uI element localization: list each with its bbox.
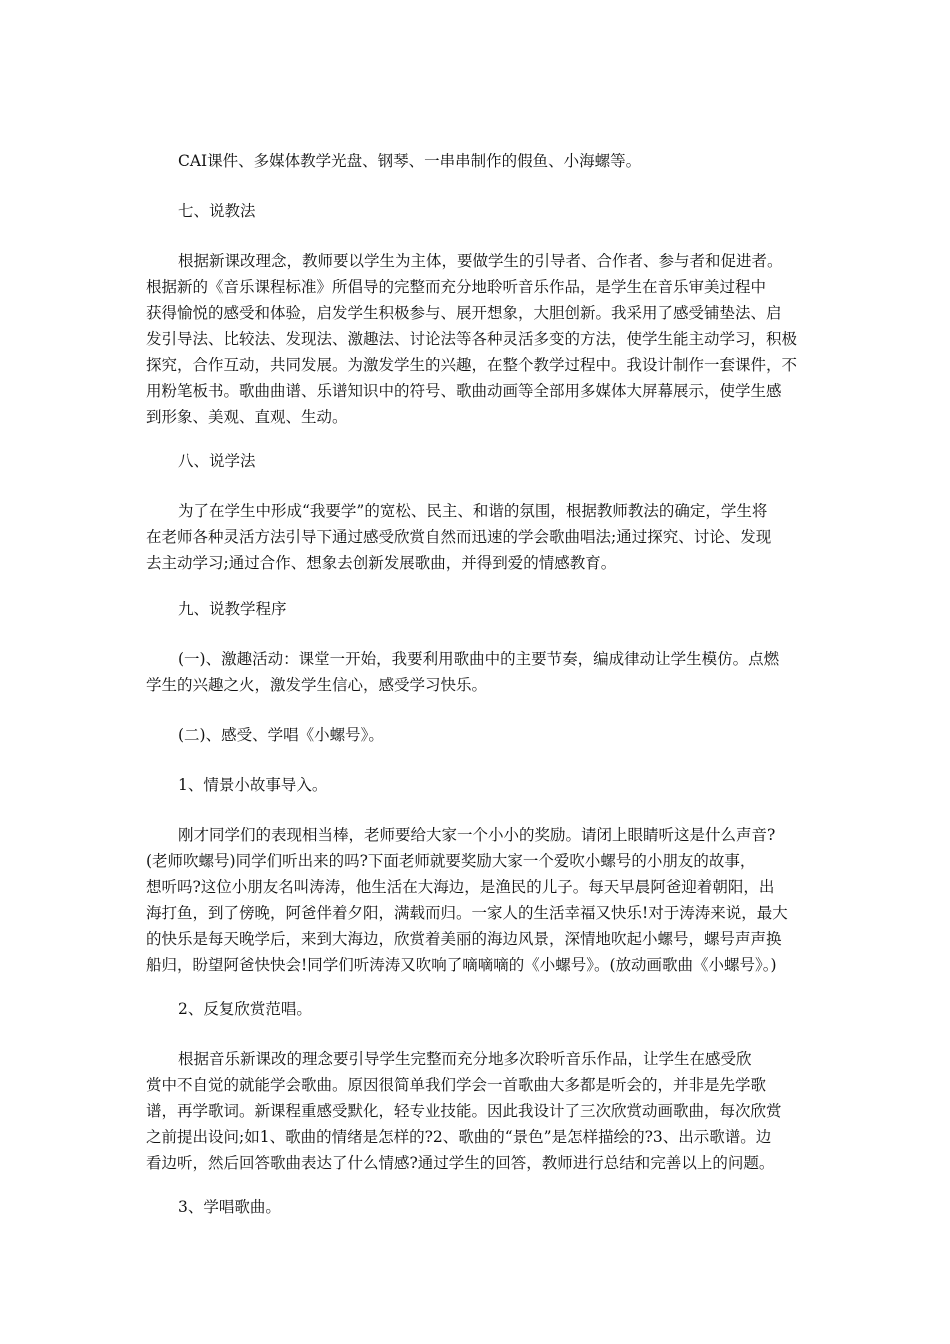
section-body-learning-method	[146, 498, 816, 576]
text-line: 看边听，然后回答歌曲表达了什么情感?通过学生的回答，教师进行总结和完善以上的问题。	[146, 1154, 775, 1172]
text-line: 船归，盼望阿爸快快会!同学们听涛涛又吹响了嘀嘀嘀的《小螺号》。(放动画歌曲《小螺号》。)	[146, 956, 777, 974]
text-line: 谱，再学歌词。新课程重感受默化，轻专业技能。因此我设计了三次欣赏动画歌曲，每次欣赏	[146, 1102, 782, 1120]
text-line: (一)、激趣活动：课堂一开始，我要利用歌曲中的主要节奏，编成律动让学生模仿。点燃	[178, 650, 780, 668]
text-line: 发引导法、比较法、发现法、激趣法、讨论法等各种灵活多变的方法，使学生能主动学习，积极	[146, 330, 798, 348]
text-line: 赏中不自觉的就能学会歌曲。原因很简单我们学会一首歌曲大多都是听会的，并非是先学歌	[146, 1076, 767, 1094]
text-line: 用粉笔板书。歌曲曲谱、乐谱知识中的符号、歌曲动画等全部用多媒体大屏幕展示，使学生感	[146, 382, 782, 400]
text-line: 获得愉悦的感受和体验，启发学生积极参与、展开想象，大胆创新。我采用了感受铺垫法、启	[146, 304, 782, 322]
text-line: 学生的兴趣之火，激发学生信心，感受学习快乐。	[146, 676, 488, 694]
section-body-teaching-method	[146, 248, 816, 430]
sub-body-story-intro	[146, 822, 816, 978]
text-line: 的快乐是每天晚学后，来到大海边，欣赏着美丽的海边风景，深情地吹起小螺号，螺号声声换	[146, 930, 782, 948]
step-two-heading: (二)、感受、学唱《小螺号》。	[178, 726, 384, 744]
text-line: 到形象、美观、直观、生动。	[146, 408, 348, 426]
text-line: 在老师各种灵活方法引导下通过感受欣赏自然而迅速的学会歌曲唱法;通过探究、讨论、发现	[146, 528, 772, 546]
text-line: 根据音乐新课改的理念要引导学生完整而充分地多次聆听音乐作品，让学生在感受欣	[178, 1050, 752, 1068]
text-line: 刚才同学们的表现相当棒，老师要给大家一个小小的奖励。请闭上眼睛听这是什么声音?	[178, 826, 776, 844]
text-line: 之前提出设问;如1、歌曲的情绪是怎样的?2、歌曲的“景色”是怎样描绘的?3、出示歌谱。边	[146, 1128, 772, 1146]
materials-line: CAI课件、多媒体教学光盘、钢琴、一串串制作的假鱼、小海螺等。	[178, 152, 642, 170]
text-line: 海打鱼，到了傍晚，阿爸伴着夕阳，满载而归。一家人的生活幸福又快乐!对于涛涛来说，最大	[146, 904, 788, 922]
text-line: 想听吗?这位小朋友名叫涛涛，他生活在大海边，是渔民的儿子。每天早晨阿爸迎着朝阳，出	[146, 878, 775, 896]
step-one-body	[146, 646, 816, 698]
sub-heading-learn-singing: 3、学唱歌曲。	[178, 1198, 281, 1216]
text-line: (老师吹螺号)同学们听出来的吗?下面老师就要奖励大家一个爱吹小螺号的小朋友的故事，	[146, 852, 756, 870]
text-line: 根据新课改理念，教师要以学生为主体，要做学生的引导者、合作者、参与者和促进者。	[178, 252, 783, 270]
text-line: 探究，合作互动，共同发展。为激发学生的兴趣，在整个教学过程中。我设计制作一套课件，不	[146, 356, 798, 374]
sub-body-repeated-listening	[146, 1046, 816, 1176]
section-heading-teaching-procedure: 九、说教学程序	[178, 600, 287, 618]
text-line: 根据新的《音乐课程标准》所倡导的完整而充分地聆听音乐作品，是学生在音乐审美过程中	[146, 278, 767, 296]
sub-heading-story-intro: 1、情景小故事导入。	[178, 776, 328, 794]
section-heading-learning-method: 八、说学法	[178, 452, 256, 470]
sub-heading-repeated-listening: 2、反复欣赏范唱。	[178, 1000, 312, 1018]
section-heading-teaching-method: 七、说教法	[178, 202, 256, 220]
text-line: 为了在学生中形成“我要学”的宽松、民主、和谐的氛围，根据教师教法的确定，学生将	[178, 502, 768, 520]
text-line: 去主动学习;通过合作、想象去创新发展歌曲，并得到爱的情感教育。	[146, 554, 617, 572]
